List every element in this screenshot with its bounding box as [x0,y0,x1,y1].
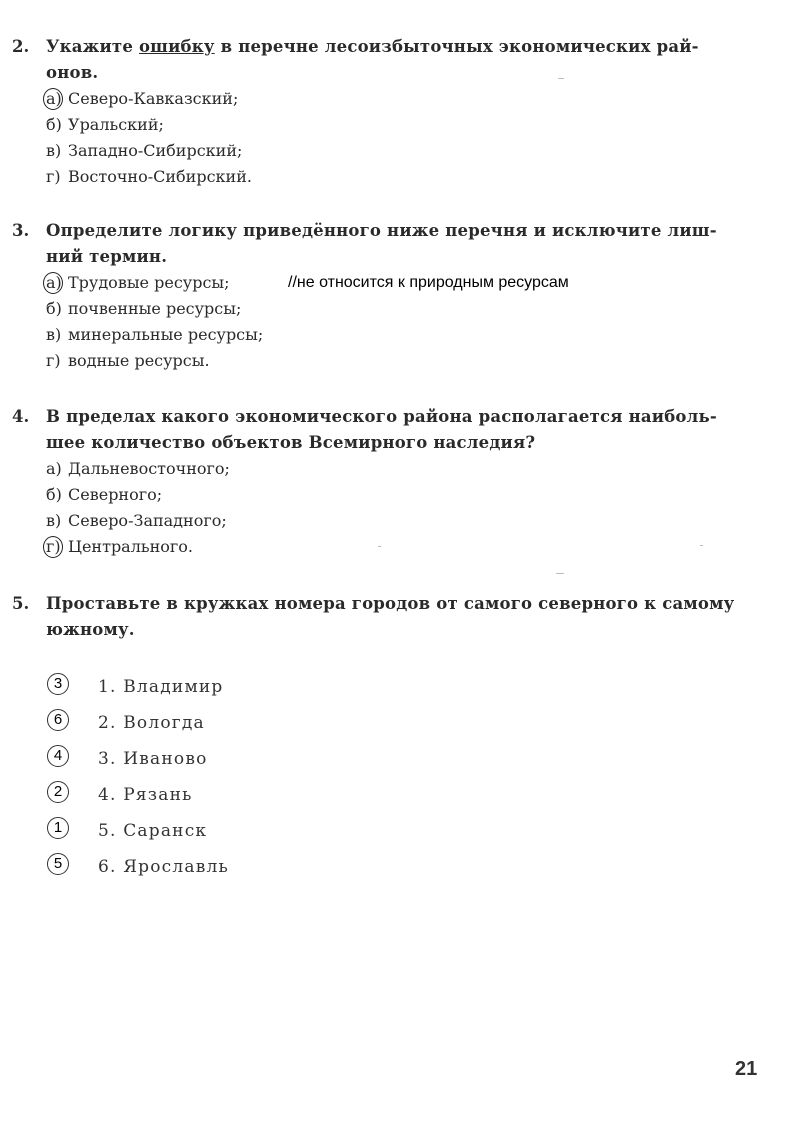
underlined-word: ошибку [138,37,215,56]
option-text: Восточно-Сибирский. [68,167,252,186]
question-line [12,591,772,617]
city-name: 1. Владимир [98,677,224,697]
question-text-continued: южному. [46,620,135,639]
city-row [44,673,344,709]
option-letter: г) [46,351,61,370]
answer-option[interactable] [12,296,772,322]
page-number: 21 [735,1058,758,1080]
option-text: Дальневосточного; [68,459,230,478]
scan-speck [378,546,381,547]
answer-option[interactable] [12,348,772,374]
option-text: водные ресурсы. [68,351,210,370]
city-name: 2. Вологда [98,713,205,733]
scan-speck [556,573,564,574]
answer-option[interactable] [12,138,772,164]
question-line [12,404,772,430]
option-letter: в) [46,511,62,530]
question-line [12,617,772,643]
option-letter: б) [46,115,62,134]
city-name: 4. Рязань [98,785,193,805]
option-letter: б) [46,485,62,504]
option-text: минеральные ресурсы; [68,325,264,344]
answer-option[interactable] [12,534,772,560]
city-name: 3. Иваново [98,749,208,769]
question-2 [12,34,772,190]
handwritten-note: //не относится к природным ресурсам [288,274,569,291]
answer-circle-input[interactable]: 1 [47,817,69,839]
question-4 [12,404,772,560]
question-3 [12,218,772,374]
question-5 [12,591,772,643]
option-letter: б) [46,299,62,318]
question-text-continued: ний термин. [46,247,168,266]
option-text: Северного; [68,485,163,504]
question-line [12,244,772,270]
answer-option[interactable] [12,322,772,348]
city-list [44,673,344,889]
question-number: 2. [12,37,30,56]
option-letter: а) [46,459,62,478]
option-letter: г) [46,537,61,556]
option-letter: в) [46,325,62,344]
question-number: 5. [12,594,30,613]
question-number: 4. [12,407,30,426]
question-line [12,60,772,86]
answer-option[interactable] [12,86,772,112]
question-line [12,34,772,60]
answer-option[interactable] [12,270,772,296]
option-letter: г) [46,167,61,186]
option-text: Трудовые ресурсы; [68,273,230,292]
question-text-continued: онов. [46,63,99,82]
question-text: В пределах какого экономического района располагается наиболь- [46,407,717,426]
scan-speck [558,78,564,79]
question-text-continued: шее количество объектов Всемирного наследия? [46,433,536,452]
question-text-start: Укажите [46,37,139,56]
answer-circle-input[interactable]: 4 [47,745,69,767]
city-row [44,745,344,781]
option-text: Уральский; [68,115,164,134]
option-letter: а) [46,273,62,292]
scan-speck [700,545,703,546]
question-text [46,34,699,60]
answer-option[interactable] [12,482,772,508]
question-number: 3. [12,221,30,240]
option-letter: в) [46,141,62,160]
answer-circle-input[interactable]: 5 [47,853,69,875]
answer-circle-input[interactable]: 3 [47,673,69,695]
option-text: Западно-Сибирский; [68,141,243,160]
answer-option[interactable] [12,508,772,534]
city-row [44,781,344,817]
city-name: 6. Ярославль [98,857,229,877]
question-text: Проставьте в кружках номера городов от самого северного к самому [46,594,735,613]
option-text: Центрального. [68,537,193,556]
option-letter: а) [46,89,62,108]
question-text-end: в перечне лесоизбыточных экономических рай- [214,37,699,56]
question-text: Определите логику приведённого ниже перечня и исключите лиш- [46,221,717,240]
city-name: 5. Саранск [98,821,208,841]
option-text: Северо-Западного; [68,511,227,530]
option-text: Северо-Кавказский; [68,89,239,108]
city-row [44,817,344,853]
city-row [44,709,344,745]
city-row [44,853,344,889]
answer-option[interactable] [12,164,772,190]
question-line [12,430,772,456]
option-text: почвенные ресурсы; [68,299,242,318]
answer-option[interactable] [12,112,772,138]
answer-circle-input[interactable]: 2 [47,781,69,803]
answer-option[interactable] [12,456,772,482]
question-line [12,218,772,244]
answer-circle-input[interactable]: 6 [47,709,69,731]
